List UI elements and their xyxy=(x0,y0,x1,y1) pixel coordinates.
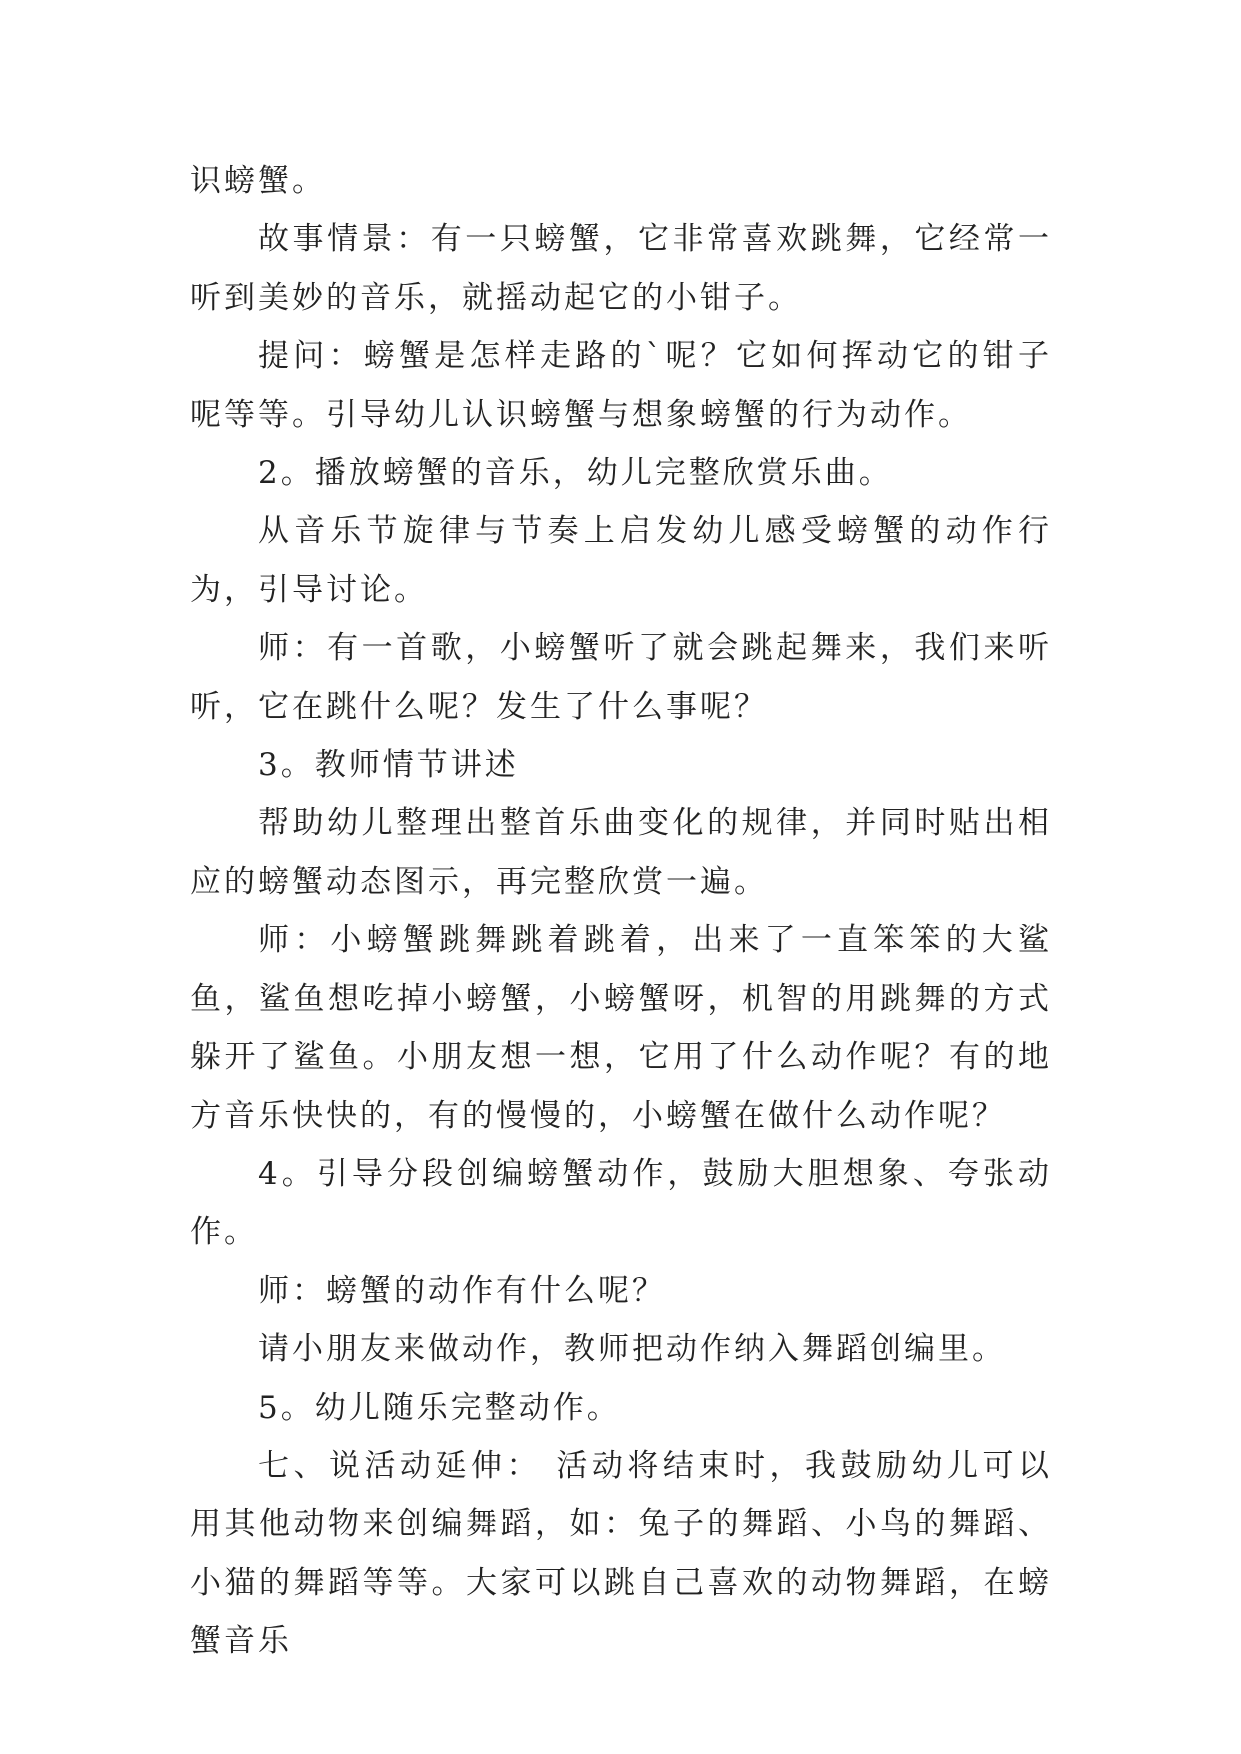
paragraph-questions: 提问：螃蟹是怎样走路的`呢？它如何挥动它的钳子呢等等。引导幼儿认识螃蟹与想象螃蟹的行为动作。 xyxy=(190,338,1052,433)
paragraph-story-scenario: 故事情景：有一只螃蟹，它非常喜欢跳舞，它经常一听到美妙的音乐，就摇动起它的小钳子。 xyxy=(190,221,1052,316)
paragraph-continuation: 识螃蟹。 xyxy=(190,163,326,199)
paragraph-music-inspiration: 从音乐节旋律与节奏上启发幼儿感受螃蟹的动作行为，引导讨论。 xyxy=(190,513,1052,608)
document-body xyxy=(190,152,1052,1671)
paragraph-organize-rules: 帮助幼儿整理出整首乐曲变化的规律，并同时贴出相应的螃蟹动态图示，再完整欣赏一遍。 xyxy=(190,805,1052,900)
paragraph-step-3: 3。教师情节讲述 xyxy=(258,747,519,784)
paragraph-step-2: 2。播放螃蟹的音乐，幼儿完整欣赏乐曲。 xyxy=(258,455,893,492)
paragraph-step-5: 5。幼儿随乐完整动作。 xyxy=(258,1389,621,1426)
paragraph-extension: 七、说活动延伸： 活动将结束时，我鼓励幼儿可以用其他动物来创编舞蹈，如：兔子的舞蹈、小鸟的舞蹈、小猫的舞蹈等等。大家可以跳自己喜欢的动物舞蹈，在螃蟹音乐 xyxy=(190,1447,1052,1660)
paragraph-teacher-question: 师：螃蟹的动作有什么呢？ xyxy=(258,1272,666,1309)
paragraph-children-act: 请小朋友来做动作，教师把动作纳入舞蹈创编里。 xyxy=(258,1331,1006,1368)
paragraph-teacher-story: 师：小螃蟹跳舞跳着跳着，出来了一直笨笨的大鲨鱼，鲨鱼想吃掉小螃蟹，小螃蟹呀，机智的用跳舞的方式躲开了鲨鱼。小朋友想一想，它用了什么动作呢？有的地方音乐快快的，有的慢慢的，小螃蟹在做什么动作呢？ xyxy=(190,922,1052,1134)
paragraph-teacher-song: 师：有一首歌，小螃蟹听了就会跳起舞来，我们来听听，它在跳什么呢？发生了什么事呢？ xyxy=(190,630,1052,725)
paragraph-step-4: 4。引导分段创编螃蟹动作，鼓励大胆想象、夸张动作。 xyxy=(190,1155,1052,1251)
